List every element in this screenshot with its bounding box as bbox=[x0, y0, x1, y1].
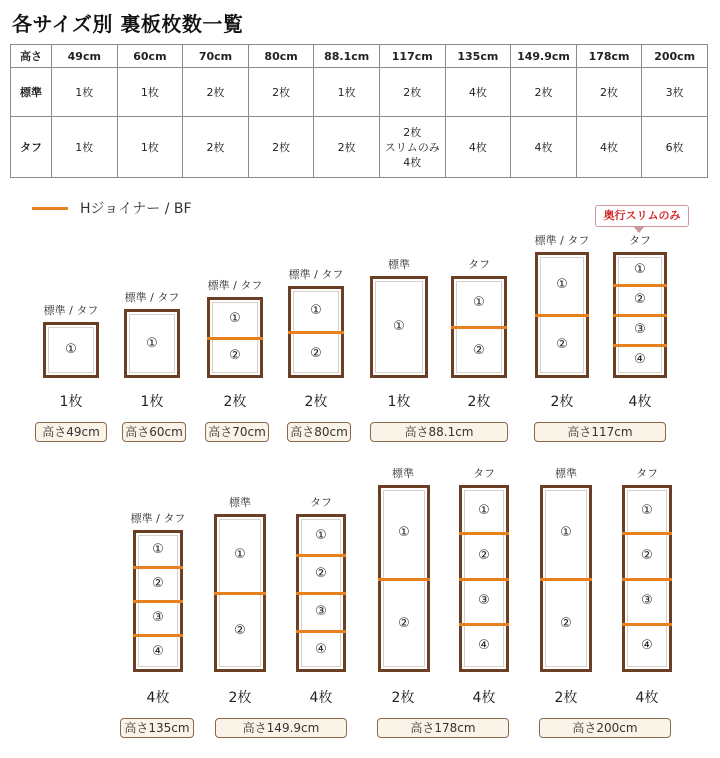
table-header-cell: 149.9cm bbox=[511, 45, 577, 68]
h-joiner-line bbox=[613, 314, 667, 317]
table-cell: 1枚 bbox=[52, 117, 118, 178]
cabinet-frame bbox=[288, 286, 344, 378]
table-header-cell: 80cm bbox=[248, 45, 314, 68]
cabinet-frame bbox=[133, 530, 183, 672]
back-panel-count: 2枚 bbox=[223, 394, 247, 410]
cabinet-frame bbox=[370, 276, 428, 378]
h-joiner-line bbox=[459, 578, 509, 581]
cabinet-type-label: 標準 bbox=[229, 496, 251, 509]
panel-number: ④ bbox=[641, 638, 653, 654]
height-label: 高さ117cm bbox=[534, 422, 666, 442]
panel-number: ② bbox=[473, 343, 485, 358]
back-panel-count: 4枚 bbox=[146, 690, 170, 706]
table-cell: 2枚 bbox=[511, 68, 577, 117]
cabinet-frame bbox=[124, 309, 180, 378]
panel-number: ④ bbox=[634, 352, 646, 367]
cabinet-type-label: タフ bbox=[473, 467, 495, 480]
panel-number: ① bbox=[152, 542, 164, 557]
h-joiner-line bbox=[535, 314, 589, 317]
cabinet-frame bbox=[622, 485, 672, 672]
cabinet-frame bbox=[378, 485, 430, 672]
table-header-cell: 高さ bbox=[11, 45, 52, 68]
height-label: 高さ178cm bbox=[377, 718, 509, 738]
panel-number: ③ bbox=[478, 593, 490, 609]
table-header-cell: 70cm bbox=[183, 45, 249, 68]
back-panel-count: 4枚 bbox=[635, 690, 659, 706]
height-label: 高さ60cm bbox=[122, 422, 186, 442]
cabinet-type-label: タフ bbox=[310, 496, 332, 509]
h-joiner-line bbox=[296, 592, 346, 595]
table-header-cell: 117cm bbox=[379, 45, 445, 68]
panel-number: ① bbox=[393, 319, 405, 334]
table-cell: 1枚 bbox=[117, 68, 183, 117]
table-cell: 1枚 bbox=[314, 68, 380, 117]
h-joiner-line bbox=[451, 326, 507, 329]
panel-number: ③ bbox=[152, 610, 164, 625]
cabinet-frame bbox=[43, 322, 99, 378]
cabinet-type-label: 標準 / タフ bbox=[130, 512, 186, 525]
cabinet-type-label: タフ bbox=[636, 467, 658, 480]
cabinet-type-label: 標準 / タフ bbox=[534, 234, 590, 247]
table-header-cell: 178cm bbox=[576, 45, 642, 68]
panel-number: ① bbox=[641, 502, 653, 518]
panel-number: ② bbox=[398, 615, 410, 631]
panel-number: ① bbox=[234, 547, 246, 562]
back-panel-count: 2枚 bbox=[304, 394, 328, 410]
cabinet-frame bbox=[214, 514, 266, 672]
h-joiner-line bbox=[378, 578, 430, 581]
panel-number: ② bbox=[310, 345, 322, 361]
table-cell: 6枚 bbox=[642, 117, 708, 178]
h-joiner-line bbox=[622, 623, 672, 626]
panel-number: ① bbox=[146, 335, 158, 351]
panel-number: ② bbox=[556, 337, 568, 352]
h-joiner-line bbox=[133, 634, 183, 637]
h-joiner-line bbox=[296, 554, 346, 557]
panel-number: ② bbox=[152, 576, 164, 591]
height-label: 高さ88.1cm bbox=[370, 422, 508, 442]
panel-number: ③ bbox=[641, 593, 653, 609]
panel-number: ④ bbox=[152, 644, 164, 659]
h-joiner-line bbox=[622, 578, 672, 581]
panel-number: ① bbox=[556, 277, 568, 292]
back-panel-count: 2枚 bbox=[550, 394, 574, 410]
table-cell: 2枚 bbox=[183, 117, 249, 178]
cabinet-type-label: タフ bbox=[629, 234, 651, 247]
cabinet-type-label: 標準 bbox=[388, 258, 410, 271]
table-header-cell: 88.1cm bbox=[314, 45, 380, 68]
panel-number: ② bbox=[478, 547, 490, 563]
table-header-cell: 60cm bbox=[117, 45, 183, 68]
h-joiner-line bbox=[459, 532, 509, 535]
h-joiner-line bbox=[133, 566, 183, 569]
table-row-label: タフ bbox=[11, 117, 52, 178]
panel-number: ③ bbox=[315, 604, 327, 619]
height-label: 高さ80cm bbox=[287, 422, 351, 442]
table-header-cell: 49cm bbox=[52, 45, 118, 68]
height-label: 高さ70cm bbox=[205, 422, 269, 442]
table-cell: 4枚 bbox=[445, 117, 511, 178]
h-joiner-line bbox=[207, 337, 263, 340]
panel-number: ④ bbox=[478, 638, 490, 654]
table-cell: 2枚 bbox=[248, 117, 314, 178]
h-joiner-line bbox=[296, 630, 346, 633]
panel-number: ② bbox=[560, 615, 572, 631]
table-cell: 2枚 bbox=[248, 68, 314, 117]
cabinet-frame bbox=[207, 297, 263, 378]
back-panel-count: 2枚 bbox=[467, 394, 491, 410]
panel-number: ① bbox=[65, 342, 77, 357]
panel-number: ① bbox=[315, 528, 327, 543]
page-title: 各サイズ別 裏板枚数一覧 bbox=[12, 12, 244, 36]
cabinet-frame bbox=[535, 252, 589, 378]
panel-number: ① bbox=[634, 262, 646, 277]
panel-number: ① bbox=[560, 525, 572, 541]
legend-label: Hジョイナー / BF bbox=[80, 201, 192, 217]
table-cell: 1枚 bbox=[117, 117, 183, 178]
h-joiner-line bbox=[613, 284, 667, 287]
panel-number: ④ bbox=[315, 642, 327, 657]
back-panel-count: 4枚 bbox=[472, 690, 496, 706]
back-panel-count: 1枚 bbox=[59, 394, 83, 410]
h-joiner-line bbox=[288, 331, 344, 334]
h-joiner-line bbox=[459, 623, 509, 626]
h-joiner-line bbox=[622, 532, 672, 535]
panel-number: ② bbox=[234, 623, 246, 638]
cabinet-frame bbox=[296, 514, 346, 672]
back-panel-count: 2枚 bbox=[554, 690, 578, 706]
height-label: 高さ200cm bbox=[539, 718, 671, 738]
table-cell: 3枚 bbox=[642, 68, 708, 117]
table-cell: 2枚 bbox=[379, 68, 445, 117]
panel-number: ① bbox=[310, 302, 322, 318]
table-cell: 4枚 bbox=[511, 117, 577, 178]
cabinet-type-label: 標準 / タフ bbox=[288, 268, 344, 281]
panel-number: ② bbox=[634, 292, 646, 307]
h-joiner-line bbox=[133, 600, 183, 603]
cabinet-frame bbox=[459, 485, 509, 672]
cabinet-type-label: タフ bbox=[468, 258, 490, 271]
height-label: 高さ149.9cm bbox=[215, 718, 347, 738]
back-panel-count: 2枚 bbox=[228, 690, 252, 706]
back-panel-count: 2枚 bbox=[391, 690, 415, 706]
h-joiner-line bbox=[613, 344, 667, 347]
panel-number: ① bbox=[478, 502, 490, 518]
height-label: 高さ49cm bbox=[35, 422, 107, 442]
cabinet-type-label: 標準 / タフ bbox=[124, 291, 180, 304]
back-panel-count: 4枚 bbox=[309, 690, 333, 706]
h-joiner-line bbox=[540, 578, 592, 581]
slim-depth-callout: 奥行スリムのみ bbox=[595, 205, 689, 227]
panel-number: ① bbox=[398, 525, 410, 541]
panel-number: ② bbox=[229, 348, 241, 364]
back-panel-count: 4枚 bbox=[628, 394, 652, 410]
cabinet-type-label: 標準 / タフ bbox=[207, 279, 263, 292]
cabinet-frame bbox=[613, 252, 667, 378]
cabinet-type-label: 標準 / タフ bbox=[43, 304, 99, 317]
cabinet-frame bbox=[540, 485, 592, 672]
back-panel-count: 1枚 bbox=[140, 394, 164, 410]
panel-number: ③ bbox=[634, 322, 646, 337]
panel-number: ① bbox=[473, 295, 485, 310]
height-label: 高さ135cm bbox=[120, 718, 194, 738]
panel-number: ① bbox=[229, 310, 241, 326]
table-cell: 2枚 スリムのみ 4枚 bbox=[379, 117, 445, 178]
table-header-cell: 135cm bbox=[445, 45, 511, 68]
h-joiner-line bbox=[214, 592, 266, 595]
cabinet-type-label: 標準 bbox=[392, 467, 414, 480]
cabinet-frame bbox=[451, 276, 507, 378]
panel-number: ② bbox=[641, 547, 653, 563]
table-cell: 2枚 bbox=[314, 117, 380, 178]
table-cell: 2枚 bbox=[183, 68, 249, 117]
table-cell: 4枚 bbox=[576, 117, 642, 178]
cabinet-type-label: 標準 bbox=[555, 467, 577, 480]
back-panel-count: 1枚 bbox=[387, 394, 411, 410]
table-cell: 2枚 bbox=[576, 68, 642, 117]
table-cell: 1枚 bbox=[52, 68, 118, 117]
table-row-label: 標準 bbox=[11, 68, 52, 117]
panel-number: ② bbox=[315, 566, 327, 581]
table-header-cell: 200cm bbox=[642, 45, 708, 68]
table-cell: 4枚 bbox=[445, 68, 511, 117]
